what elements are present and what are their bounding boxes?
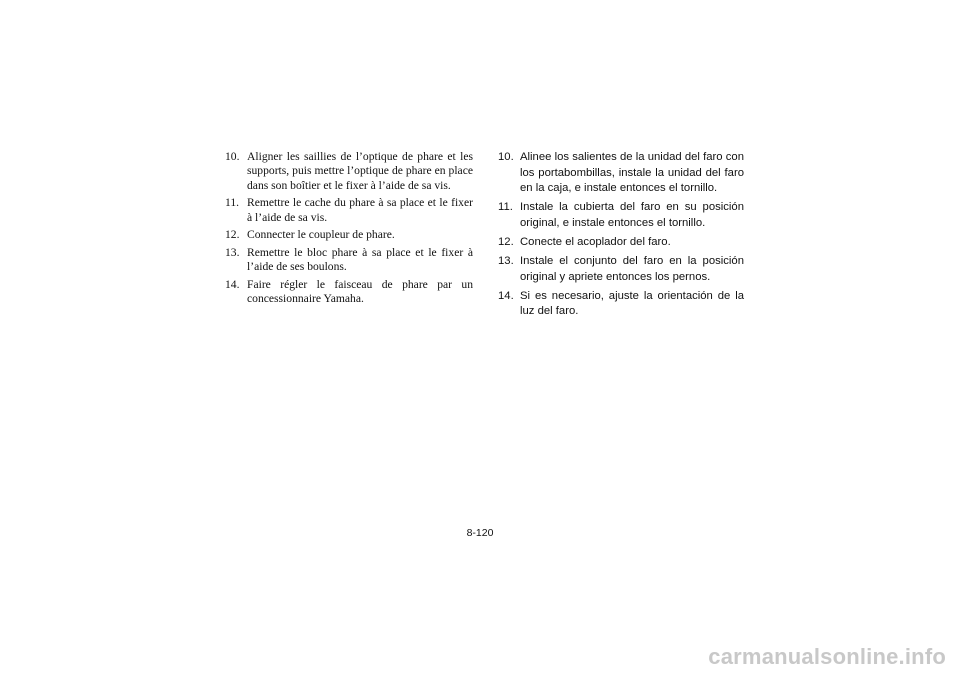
step-text: Remettre le cache du phare à sa place et le fixer à l’aide de sa vis. bbox=[247, 196, 473, 224]
list-item bbox=[225, 196, 473, 225]
list-item bbox=[498, 200, 744, 231]
list-item bbox=[225, 228, 473, 242]
step-text: Conecte el acoplador del faro. bbox=[520, 235, 671, 248]
step-text: Aligner les saillies de l’optique de phare et les supports, puis mettre l’optique de phare en place dans son boîtier et le fixer à l’aide de sa vis. bbox=[247, 150, 473, 192]
step-number: 10. bbox=[498, 151, 514, 163]
step-text: Faire régler le faisceau de phare par un concessionnaire Yamaha. bbox=[247, 278, 473, 306]
step-number: 11. bbox=[225, 196, 240, 210]
step-text: Remettre le bloc phare à sa place et le fixer à l’aide de ses boulons. bbox=[247, 246, 473, 274]
step-text: Connecter le coupleur de phare. bbox=[247, 228, 395, 242]
step-number: 13. bbox=[498, 255, 514, 268]
step-number: 12. bbox=[225, 228, 240, 242]
french-instructions bbox=[225, 150, 473, 310]
list-item bbox=[498, 150, 744, 197]
step-text: Si es necesario, ajuste la orientación de la luz del faro. bbox=[520, 289, 744, 318]
step-number: 13. bbox=[225, 246, 240, 259]
step-text: Alinee los salientes de la unidad del faro con los portabombillas, instale la unidad del faro en la caja, e instale entonces el tornillo. bbox=[520, 151, 744, 195]
page-number: 8-120 bbox=[466, 527, 494, 539]
list-item bbox=[498, 235, 744, 251]
step-number: 14. bbox=[225, 278, 240, 291]
list-item bbox=[498, 289, 744, 320]
step-text: Instale la cubierta del faro en su posición original, e instale entonces el tornillo. bbox=[520, 201, 744, 229]
step-number: 11. bbox=[498, 201, 513, 214]
step-number: 12. bbox=[498, 235, 514, 248]
step-text: Instale el conjunto del faro en la posición original y apriete entonces los pernos. bbox=[520, 255, 744, 283]
list-item bbox=[498, 254, 744, 285]
step-number: 14. bbox=[498, 289, 514, 302]
list-item bbox=[225, 278, 473, 307]
step-number: 10. bbox=[225, 150, 240, 163]
watermark: carmanualsonline.info bbox=[708, 644, 946, 669]
spanish-instructions bbox=[498, 150, 744, 323]
list-item bbox=[225, 150, 473, 193]
list-item bbox=[225, 246, 473, 275]
